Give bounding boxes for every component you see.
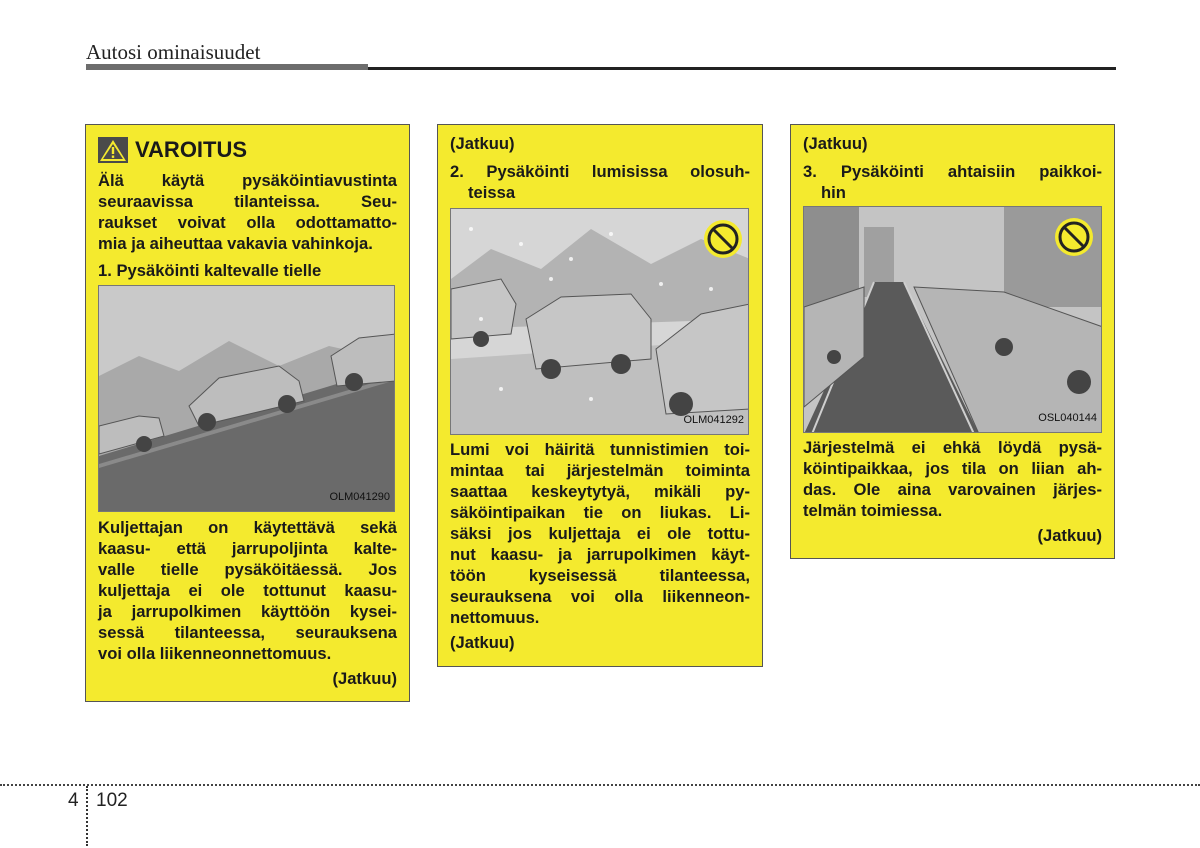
item-title: 3. Pysäköinti ahtaisiin paikkoi- [803, 162, 1102, 181]
body-line: kuljettaja ei ole tottunut kaasu- [98, 581, 397, 600]
body-line: säksi jos kuljettaja ei ole tottu- [450, 524, 750, 543]
body-line: das. Ole aina varovainen järjes- [803, 480, 1102, 499]
continued-label: (Jatkuu) [450, 633, 515, 652]
continued-label: (Jatkuu) [803, 134, 868, 153]
snow-parking-illustration [450, 208, 749, 435]
header-rule-accent [86, 64, 368, 70]
image-code: OLM041290 [329, 490, 390, 503]
body-line: köintipaikkaa, jos tila on liian ah- [803, 459, 1102, 478]
section-number: 4 [68, 790, 79, 811]
warning-panel-snow [437, 124, 763, 667]
body-line: Järjestelmä ei ehkä löydä pysä- [803, 438, 1102, 457]
body-line: mintaa tai järjestelmän toiminta [450, 461, 750, 480]
warning-intro-line: Älä käytä pysäköintiavustinta [98, 171, 397, 190]
body-line: valle tielle pysäköitäessä. Jos [98, 560, 397, 579]
continued-label: (Jatkuu) [1037, 526, 1102, 545]
image-code: OLM041292 [683, 413, 744, 426]
item-title: 1. Pysäköinti kaltevalle tielle [98, 261, 322, 280]
warning-heading [98, 137, 247, 163]
warning-title: VAROITUS [135, 137, 248, 163]
item-title: teissa [468, 183, 516, 202]
footer-divider [0, 784, 1200, 786]
body-line: säköintipaikan tie on liukas. Li- [450, 503, 750, 522]
body-line: voi olla liikenneonnettomuus. [98, 644, 332, 663]
continued-label: (Jatkuu) [450, 134, 515, 153]
body-line: töön kyseisessä tilanteessa, [450, 566, 750, 585]
slope-parking-illustration [98, 285, 395, 512]
warning-intro-line: seuraavissa tilanteissa. Seu- [98, 192, 397, 211]
body-line: sessä tilanteessa, seurauksena [98, 623, 397, 642]
page-header-title: Autosi ominaisuudet [86, 40, 261, 64]
warning-intro-line: raukset voivat olla odottamatto- [98, 213, 397, 232]
continued-label: (Jatkuu) [332, 669, 397, 688]
body-line: Lumi voi häiritä tunnistimien toi- [450, 440, 750, 459]
item-title: hin [821, 183, 846, 202]
prohibition-sign-icon [703, 219, 743, 259]
warning-intro-line: mia ja aiheuttaa vakavia vahinkoja. [98, 234, 373, 253]
body-line: nettomuus. [450, 608, 540, 627]
body-line: seurauksena voi olla liikenneon- [450, 587, 750, 606]
body-line: saattaa keskeytytyä, mikäli py- [450, 482, 750, 501]
warning-panel-slope [85, 124, 410, 702]
warning-panel-narrow [790, 124, 1115, 559]
prohibition-sign-icon [1054, 217, 1094, 257]
page-number: 102 [96, 790, 128, 811]
footer-vertical-divider [86, 786, 88, 846]
image-code: OSL040144 [1038, 411, 1097, 424]
item-title: 2. Pysäköinti lumisissa olosuh- [450, 162, 750, 181]
body-line: kaasu- että jarrupoljinta kalte- [98, 539, 397, 558]
body-line: nut kaasu- ja jarrupolkimen käyt- [450, 545, 750, 564]
narrow-parking-illustration [803, 206, 1102, 433]
body-line: telmän toimiessa. [803, 501, 943, 520]
warning-triangle-icon [98, 137, 128, 163]
body-line: Kuljettajan on käytettävä sekä [98, 518, 397, 537]
body-line: ja jarrupolkimen käyttöön kysei- [98, 602, 397, 621]
